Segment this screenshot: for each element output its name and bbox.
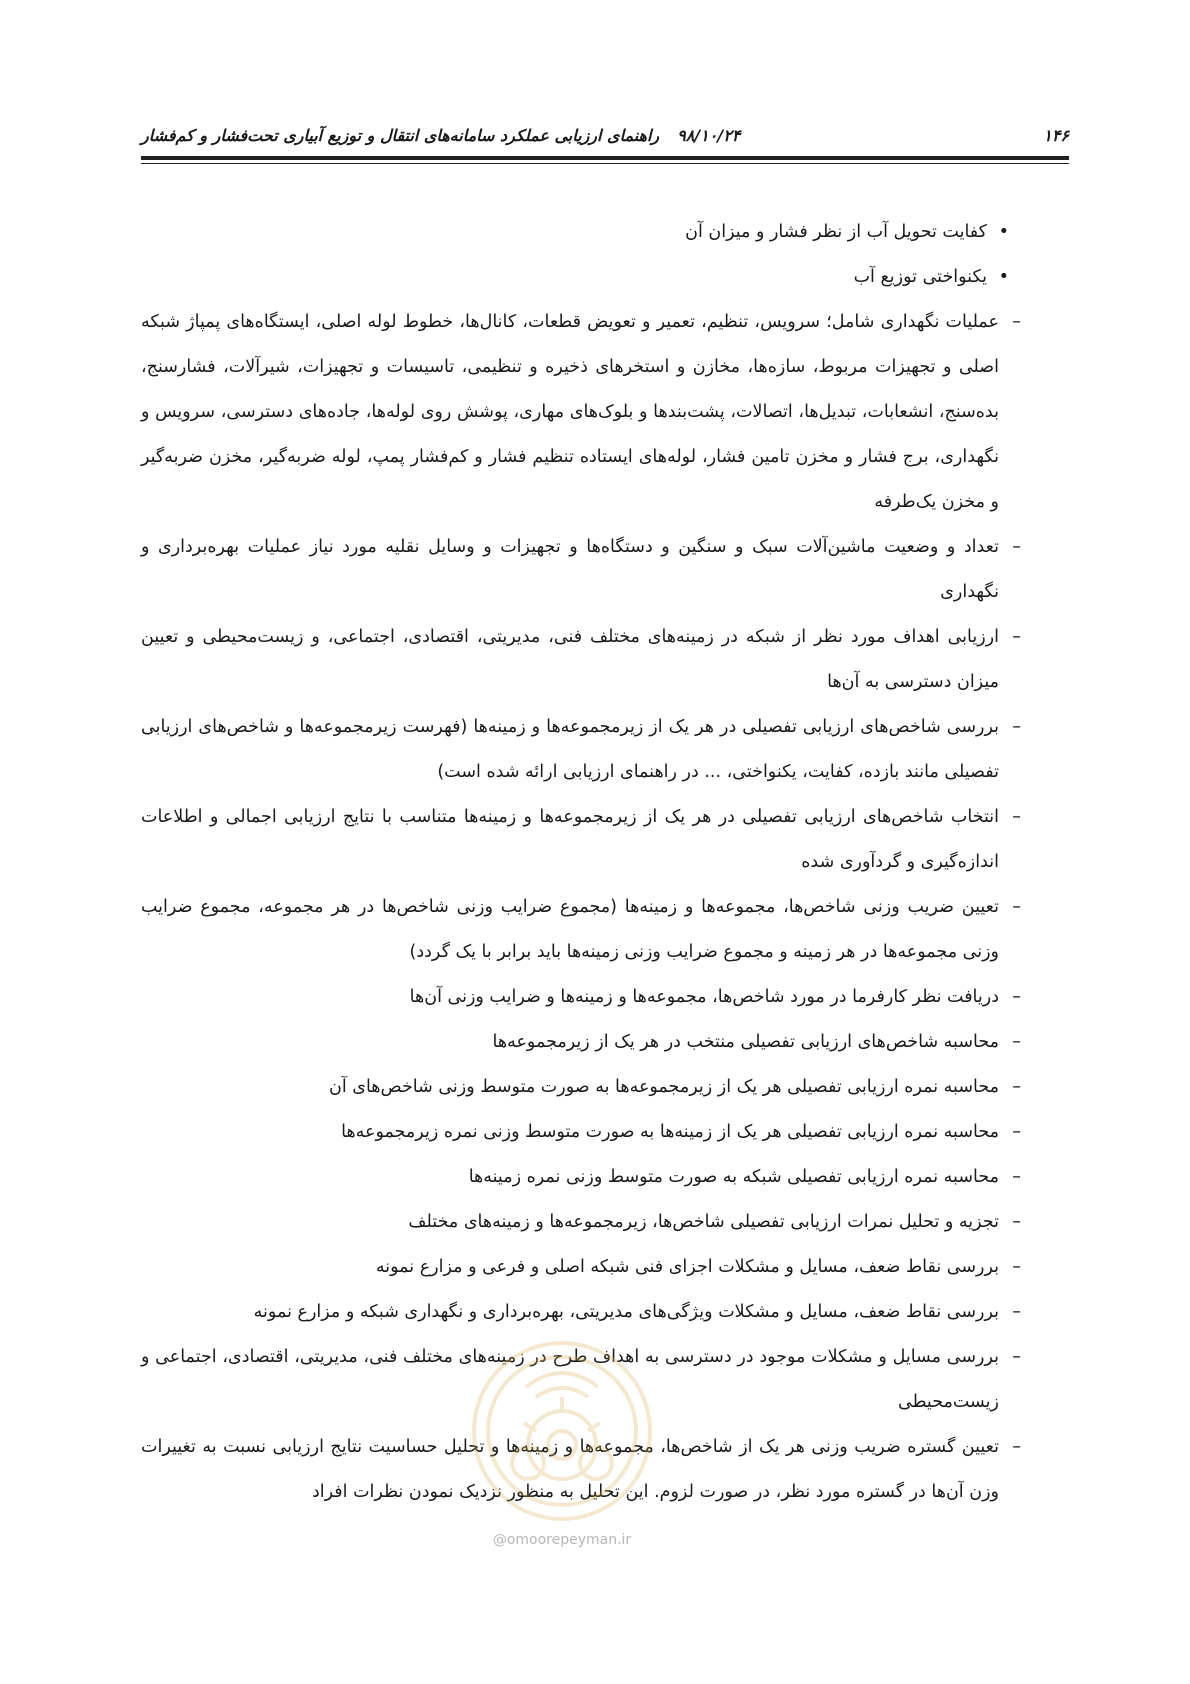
- list-item-text: محاسبه نمره ارزیابی تفصیلی هر یک از زیرمجموعه‌ها به صورت متوسط وزنی شاخص‌های آن: [329, 1077, 999, 1097]
- list-item-text: تعیین ضریب وزنی شاخص‌ها، مجموعه‌ها و زمینه‌ها (مجموع ضرایب وزنی شاخص‌ها در هر مجموعه، مجموع ضرایب وزنی مجموعه‌ها در هر زمینه و مجموع ضرایب وزنی زمینه‌ها باید برابر با یک گردد): [141, 897, 999, 962]
- bullet-item: [141, 255, 1009, 300]
- running-header: [141, 114, 1069, 154]
- list-item: [141, 1065, 1021, 1110]
- dash-marker: –: [1012, 312, 1021, 332]
- list-item: [141, 1155, 1021, 1200]
- dash-marker: –: [1012, 1077, 1021, 1097]
- bullet-marker: •: [998, 222, 1009, 242]
- list-item: [141, 885, 1021, 975]
- list-item-text: محاسبه نمره ارزیابی تفصیلی شبکه به صورت متوسط وزنی نمره زمینه‌ها: [468, 1167, 999, 1187]
- watermark-logo: [466, 1335, 658, 1527]
- list-item-text: بررسی شاخص‌های ارزیابی تفصیلی در هر یک از زیرمجموعه‌ها و زمینه‌ها (فهرست زیرمجموعه‌ها و شاخص‌های ارزیابی تفصیلی مانند بازده، کفایت، یکنواختی، ... در راهنمای ارزیابی ارائه شده است): [141, 717, 999, 782]
- dash-marker: –: [1012, 537, 1021, 557]
- dash-marker: –: [1012, 897, 1021, 917]
- list-item-text: بررسی نقاط ضعف، مسایل و مشکلات اجزای فنی شبکه اصلی و فرعی و مزارع نمونه: [375, 1257, 999, 1277]
- list-item-text: ارزیابی اهداف مورد نظر از شبکه در زمینه‌های مختلف فنی، مدیریتی، اقتصادی، اجتماعی، و زیست‌محیطی و تعیین میزان دسترسی به آن‌ها: [141, 627, 999, 692]
- list-item-text: بررسی مسایل و مشکلات موجود در دسترسی به اهداف طرح در زمینه‌های مختلف فنی، مدیریتی، اقتصادی، اجتماعی و زیست‌محیطی: [141, 1347, 999, 1412]
- header-rule-thin: [141, 163, 1069, 164]
- bullet-item: [141, 210, 1009, 255]
- list-item: [141, 795, 1021, 885]
- dash-marker: –: [1012, 627, 1021, 647]
- list-item-text: محاسبه شاخص‌های ارزیابی تفصیلی منتخب در هر یک از زیرمجموعه‌ها: [492, 1032, 999, 1052]
- list-item-text: تجزیه و تحلیل نمرات ارزیابی تفصیلی شاخص‌ها، زیرمجموعه‌ها و زمینه‌های مختلف: [408, 1212, 999, 1232]
- list-item-text: انتخاب شاخص‌های ارزیابی تفصیلی در هر یک از زیرمجموعه‌ها و زمینه‌ها متناسب با نتایج ارزیابی اجمالی و اطلاعات اندازه‌گیری و گردآوری شده: [141, 807, 999, 872]
- header-title-group: [141, 126, 740, 145]
- list-item: [141, 1200, 1021, 1245]
- dash-marker: –: [1012, 717, 1021, 737]
- dash-marker: –: [1012, 807, 1021, 827]
- dash-marker: –: [1012, 1122, 1021, 1142]
- page-number: ۱۴۶: [1043, 126, 1069, 145]
- dash-marker: –: [1012, 1347, 1021, 1367]
- bullet-text: یکنواختی توزیع آب: [853, 267, 987, 287]
- list-item: [141, 1290, 1021, 1335]
- list-item: [141, 300, 1021, 525]
- list-item: [141, 975, 1021, 1020]
- list-item-text: محاسبه نمره ارزیابی تفصیلی هر یک از زمینه‌ها به صورت متوسط وزنی نمره زیرمجموعه‌ها: [341, 1122, 999, 1142]
- list-item-text: تعداد و وضعیت ماشین‌آلات سبک و سنگین و دستگاه‌ها و تجهیزات و وسایل نقلیه مورد نیاز عملیات بهره‌برداری و نگهداری: [141, 537, 999, 602]
- header-rule-thick: [141, 156, 1069, 160]
- list-item: [141, 1020, 1021, 1065]
- list-item: [141, 1245, 1021, 1290]
- dash-marker: –: [1012, 1437, 1021, 1457]
- dash-marker: –: [1012, 1212, 1021, 1232]
- dash-marker: –: [1012, 987, 1021, 1007]
- dash-marker: –: [1012, 1302, 1021, 1322]
- dash-marker: –: [1012, 1167, 1021, 1187]
- list-item: [141, 705, 1021, 795]
- list-item-text: تعیین گستره ضریب وزنی هر یک از شاخص‌ها، مجموعه‌ها و زمینه‌ها و تحلیل حساسیت نتایج ارزیابی نسبت به تغییرات وزن آن‌ها در گستره مورد نظر، در صورت لزوم. این تحلیل به منظور نزدیک نمودن نظرات افراد: [141, 1437, 999, 1502]
- list-item: [141, 525, 1021, 615]
- list-item: [141, 1110, 1021, 1155]
- bullet-text: کفایت تحویل آب از نظر فشار و میزان آن: [685, 222, 987, 242]
- header-date: ۹۸/۱۰/۲۴: [677, 126, 741, 145]
- main-content: [141, 210, 1021, 1515]
- header-title: راهنمای ارزیابی عملکرد سامانه‌های انتقال و توزیع آبیاری تحت‌فشار و کم‌فشار: [141, 126, 660, 145]
- list-item-text: بررسی نقاط ضعف، مسایل و مشکلات ویژگی‌های مدیریتی، بهره‌برداری و نگهداری شبکه و مزارع نمونه: [253, 1302, 999, 1322]
- bullet-marker: •: [998, 267, 1009, 287]
- list-item-text: عملیات نگهداری شامل؛ سرویس، تنظیم، تعمیر و تعویض قطعات، کانال‌ها، خطوط لوله اصلی، ایستگاه‌های پمپاژ شبکه اصلی و تجهیزات مربوط، سازه‌ها، مخازن و استخرهای ذخیره و تنظیمی، تاسیسات و تجهیزات، شیرآلات، فشارسنج، بده‌سنج، انشعابات، تبدیل‌ها، اتصالات، پشت‌بندها و بلوک‌های مهاری، پوشش روی لوله‌ها، جاده‌های دسترسی، سرویس و نگهداری، برج فشار و مخزن تامین فشار، لوله‌های ایستاده تنظیم فشار و کم‌فشار پمپ، لوله ضربه‌گیر، مخزن ضربه‌گیر و مخزن یک‌طرفه: [141, 312, 999, 512]
- dash-marker: –: [1012, 1257, 1021, 1277]
- dash-marker: –: [1012, 1032, 1021, 1052]
- list-item-text: دریافت نظر کارفرما در مورد شاخص‌ها، مجموعه‌ها و زمینه‌ها و ضرایب وزنی آن‌ها: [409, 987, 999, 1007]
- watermark-url: @omoorepeyman.ir: [492, 1532, 632, 1548]
- gear-seal-icon: [466, 1335, 658, 1527]
- list-item: [141, 615, 1021, 705]
